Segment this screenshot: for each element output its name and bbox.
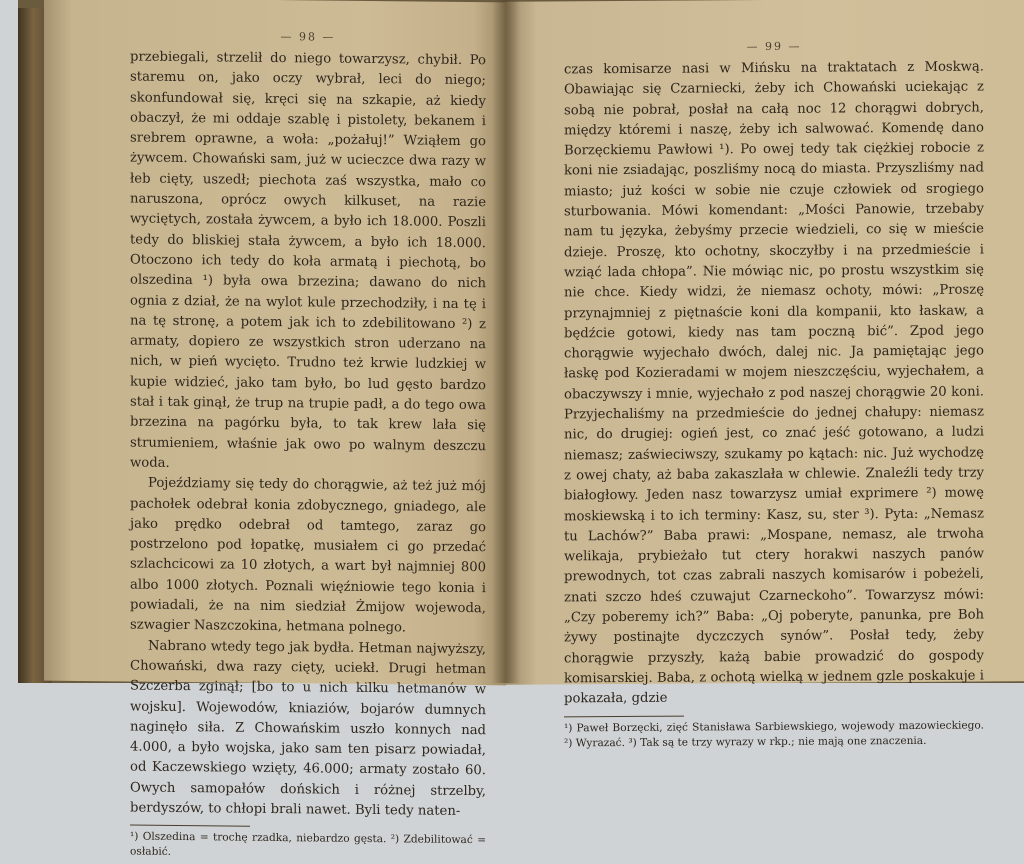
left-footnotes: [130, 830, 486, 864]
right-footnote-1: ¹) Paweł Borzęcki, zięć Stanisława Sarbiewskiego, wojewody mazowieckiego. ²) Wyrazać. ³) Tak są te trzy wyrazy w rkp.; nie mają one znaczenia.: [564, 718, 984, 749]
left-page-body: [130, 47, 486, 822]
left-page: [44, 0, 506, 859]
left-footnote-divider: [130, 825, 250, 827]
right-footnote-divider: [564, 715, 684, 717]
left-paragraph-1: przebiegali, strzelił do niego towarzysz, chybił. Po staremu on, jako oczy wybrał, leci do niego; skonfundował się, kręci się na szkapie, aż kiedy obaczył, że mi oddaje szablę i pistolety, bekanem i srebrem oprawne, a woła: „pożałuj!” Wziąłem go żywcem. Chowański sam, już w ucieczce dwa razy w łeb cięty, uszedł; piechota zaś wszystka, mało co naruszona, oprócz owych kilkuset, na razie wyciętych, została żywcem, a było ich 18.000. Poszli tedy do bliskiej stała żywcem, a było ich 18.000. Otoczono ich tedy do koła armatą i piechotą, bo olszedina ¹) była owa brzezina; dawano do nich ognia z dział, że na wylot kule przechodziły, i na tę i na tę stronę, a potem jak ich to zdebilitowano ²) z armaty, dopiero ze wszystkich stron uderzano na nich, w pień wycięto. Trudno też krwie ludzkiej w kupie widzieć, jako tam było, bo lud gęsto bardzo stał i tak ginął, że trup na trupie padł, a do tego owa brzezina na pagórku była, to tak krew lała się strumieniem, właśnie jak owo po walnym deszczu woda.: [130, 49, 486, 471]
right-paragraph-1: czas komisarze nasi w Mińsku na traktatach z Moskwą. Obawiając się Czarniecki, żeby ich Chowański uciekając z sobą nie pobrał, posłał na całą noc 12 chorągwi dobrych, między któremi i naszę, żeby ich salwować. Komendę dano Borzęckiemu Pawłowi ¹). Po owej tedy tak ciężkiej robocie z koni nie zsiadając, poszliśmy nocą do miasta. Przyszliśmy nad miasto; już kości w sobie nie czuje człowiek od srogiego sturbowania. Mówi komendant: „Mości Panowie, trzebaby nam tu języka, żebyśmy przecie wiedzieli, co się w mieście dzieje. Proszę, kto ochotny, skoczyłby i na przedmieście i wziąć lada chłopa”. Nie mówiąc nic, po prostu wszystkim się nie chce. Kiedy widzi, że niemasz ochoty, mówi: „Proszę przynajmniej z piętnaście koni dla kompanii, kto łaskaw, a będźcie gotowi, kiedy nas tam poczną bić”. Zpod jego chorągwie wyjechało dwóch, dalej nic. Ja pamiętając jego łaskę pod Kozieradami w mojem nieszczęściu, wyjechałem, a obaczywszy i mnie, wyjechało z pod naszej chorągwie 20 koni. Przyjechaliśmy na przedmieście do jednej chałupy: niemasz nic, do drugiej: ogień jest, co znać jeść gotowano, a ludzi niemasz; zaświeciwszy, szukamy po kątach: nic. Już wychodzę z owej chaty, aż baba zakaszlała w chlewie. Znaleźli tedy trzy białogłowy. Jeden nasz towarzysz umiał exprimere ²) mowę moskiewską i to ich terminy: Kasz, su, ster ³). Pyta: „Nemasz tu Lachów?” Baba prawi: „Mospane, nemasz, ale trwoha welikaja, prybieżało tut ctery horakwi naszych panów prewodnych, tot czas zabrali naszych komisarów i pobeżeli, znati szczo hdeś czuwajut Czarneckoho”. Towarzysz mówi: „Czy poberemy ich?” Baba: „Oj poberyte, panunka, pre Boh żywy postinajte dyczczych synów”. Posłał tedy, żeby chorągwie przyszły, każą babie prowadzić do gospody komisarskiej. Baba, z ochotą wielką w jednem gzle poskakuje i pokazała, gdzie: [564, 59, 984, 707]
right-page-number: — 99 —: [746, 39, 802, 54]
right-page: [506, 0, 1024, 749]
left-paragraph-2: Pojeździamy się tedy do chorągwie, aż też już mój pachołek odebrał konia zdobycznego, gniadego, ale jako prędko odebrał od tamtego, zaraz go postrzelono pod łopatkę, musiałem ci go przedać szlachcicowi za 10 złotych, a wart był najmniej 800 albo 1000 złotych. Poznali więźniowie tego konia i powiadali, że na nim siedział Żmijow wojewoda, szwagier Naszczokina, hetmana polnego.: [130, 475, 486, 636]
right-page-body: [564, 57, 984, 709]
left-page-number: — 98 —: [280, 30, 336, 44]
left-footnote-1: ¹) Olszedina = trochę rzadka, niebardzo gęsta. ²) Zdebilitować = osłabić.: [130, 830, 486, 859]
right-footnotes: [564, 718, 984, 751]
left-paragraph-3: Nabrano wtedy tego jak bydła. Hetman najwyższy, Chowański, dwa razy cięty, uciekł. Drugi hetman Szczerba zginął; [bo to u nich kilku hetmanów w wojsku]. Wojewodów, kniaziów, bojarów dumnych naginęło siła. Z Chowańskim uszło konnych nad 4.000, a było wojska, jako sam ten pisarz powiadał, od Kaczewskiego wzięty, 46.000; armaty zostało 60. Owych samopałów dońskich i różnej strzelby, berdyszów, to chłopi brali nawet. Byli tedy naten-: [130, 638, 486, 819]
book-gutter-shadow: [492, 0, 520, 683]
